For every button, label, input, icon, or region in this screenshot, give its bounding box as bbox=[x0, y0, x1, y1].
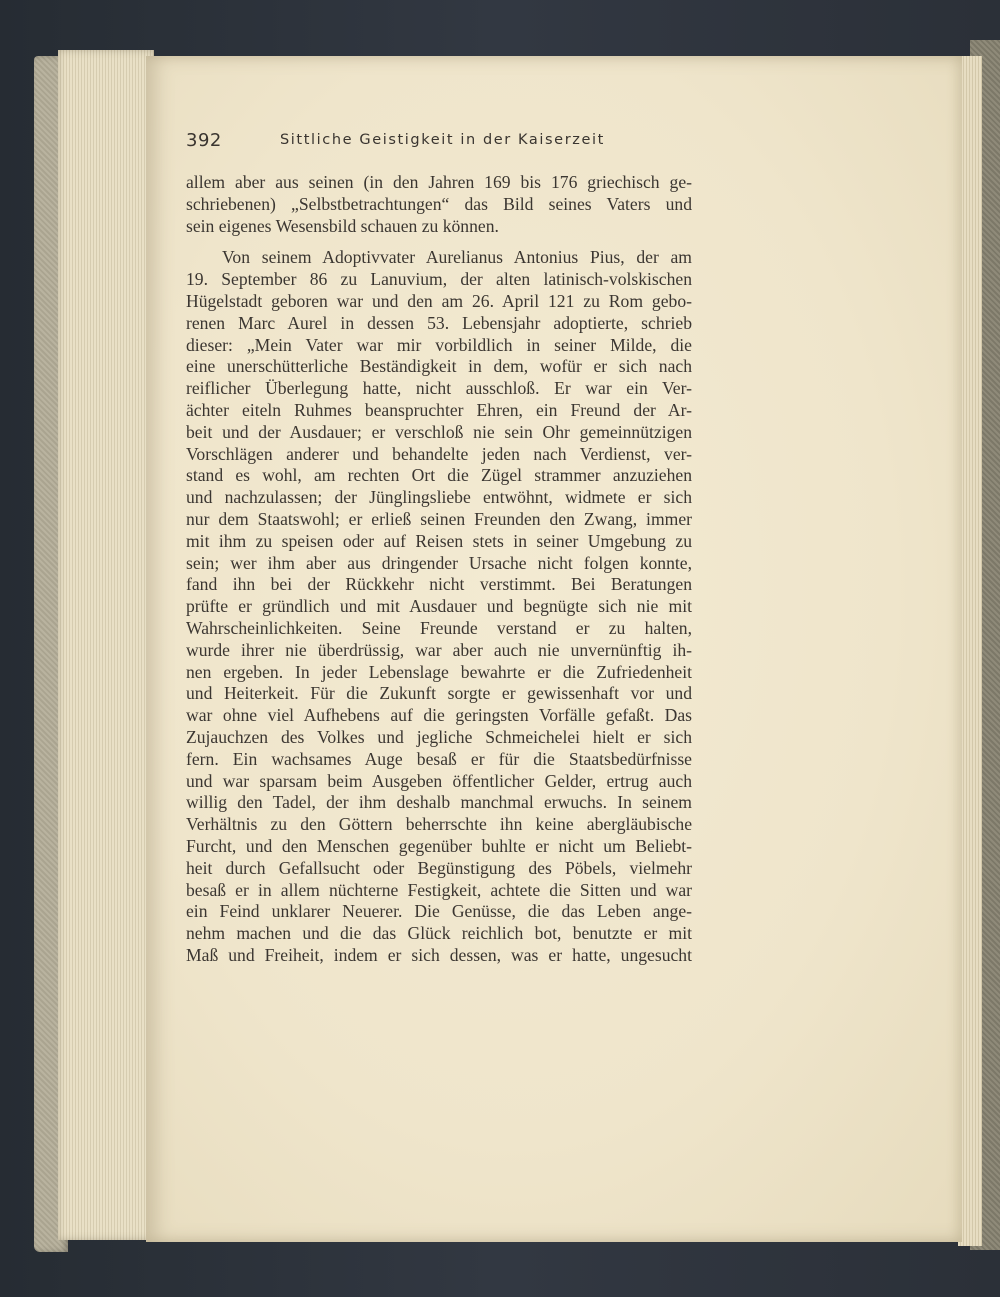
text-line: Wahrscheinlichkeiten. Seine Freunde verstand er zu halten, bbox=[186, 617, 692, 638]
page-header bbox=[186, 130, 696, 160]
text-line: und war sparsam beim Ausgeben öffentlicher Gelder, ertrug auch bbox=[186, 770, 692, 791]
text-line: beit und der Ausdauer; er verschloß nie sein Ohr gemeinnützigen bbox=[186, 421, 692, 442]
paragraph-2 bbox=[186, 247, 692, 966]
text-line: sein eigenes Wesensbild schauen zu können. bbox=[186, 215, 499, 236]
text-line: Zujauchzen des Volkes und jegliche Schmeichelei hielt er sich bbox=[186, 726, 692, 747]
text-line: renen Marc Aurel in dessen 53. Lebensjahr adoptierte, schrieb bbox=[186, 312, 692, 333]
text-line: und Heiterkeit. Für die Zukunft sorgte er gewissenhaft vor und bbox=[186, 683, 692, 704]
text-line: fern. Ein wachsames Auge besaß er für die Staatsbedürfnisse bbox=[186, 748, 692, 769]
text-line: Vorschlägen anderer und behandelte jeden nach Verdienst, ver- bbox=[186, 443, 692, 464]
text-line: nur dem Staatswohl; er erließ seinen Freunden den Zwang, immer bbox=[186, 508, 692, 529]
running-title: Sittliche Geistigkeit in der Kaiserzeit bbox=[280, 132, 605, 148]
text-line: mit ihm zu speisen oder auf Reisen stets in seiner Umgebung zu bbox=[186, 530, 692, 551]
text-line: nen ergeben. In jeder Lebenslage bewahrte er die Zufriedenheit bbox=[186, 661, 692, 682]
text-line: Von seinem Adoptivvater Aurelianus Antonius Pius, der am bbox=[222, 247, 692, 268]
text-line: schriebenen) „Selbstbetrachtungen“ das Bild seines Vaters und bbox=[186, 193, 692, 214]
paragraph-1 bbox=[186, 172, 692, 237]
text-line: willig den Tadel, der ihm deshalb manchmal erwuchs. In seinem bbox=[186, 792, 692, 813]
text-line: Hügelstadt geboren war und den am 26. April 121 zu Rom gebo- bbox=[186, 290, 692, 311]
text-line: dieser: „Mein Vater war mir vorbildlich in seiner Milde, die bbox=[186, 334, 692, 355]
text-line: ächter eiteln Ruhmes beanspruchter Ehren, ein Freund der Ar- bbox=[186, 399, 692, 420]
text-line: wurde ihrer nie überdrüssig, war aber auch nie unvernünftig ih- bbox=[186, 639, 692, 660]
text-line: sein; wer ihm aber aus dringender Ursache nicht folgen konnte, bbox=[186, 552, 692, 573]
text-line: Verhältnis zu den Göttern beherrschte ihn keine abergläubische bbox=[186, 814, 692, 835]
text-line: stand es wohl, am rechten Ort die Zügel strammer anzuziehen bbox=[186, 465, 692, 486]
text-line: heit durch Gefallsucht oder Begünstigung des Pöbels, vielmehr bbox=[186, 857, 692, 878]
text-line: eine unerschütterliche Beständigkeit in dem, wofür er sich nach bbox=[186, 356, 692, 377]
text-line: ein Feind unklarer Neuerer. Die Genüsse, die das Leben ange- bbox=[186, 901, 692, 922]
page-number: 392 bbox=[186, 130, 222, 151]
text-line: fand ihn bei der Rückkehr nicht verstimmt. Bei Beratungen bbox=[186, 574, 692, 595]
text-line: allem aber aus seinen (in den Jahren 169 bis 176 griechisch ge- bbox=[186, 172, 692, 192]
text-line: reiflicher Überlegung hatte, nicht ausschloß. Er war ein Ver- bbox=[186, 378, 692, 399]
text-line: 19. September 86 zu Lanuvium, der alten latinisch-volskischen bbox=[186, 269, 692, 290]
text-line: und nachzulassen; der Jünglingsliebe entwöhnt, widmete er sich bbox=[186, 487, 692, 508]
text-line: nehm machen und die das Glück reichlich bot, benutzte er mit bbox=[186, 923, 692, 944]
paragraph-gap bbox=[186, 237, 692, 247]
body-text bbox=[186, 172, 692, 967]
text-line: war ohne viel Aufhebens auf die geringsten Vorfälle gefaßt. Das bbox=[186, 705, 692, 726]
text-line: Furcht, und den Menschen gegenüber buhlte er nicht um Beliebt- bbox=[186, 835, 692, 856]
text-line: prüfte er gründlich und mit Ausdauer und begnügte sich nie mit bbox=[186, 596, 692, 617]
text-line: Maß und Freiheit, indem er sich dessen, was er hatte, ungesucht bbox=[186, 944, 692, 965]
text-line: besaß er in allem nüchterne Festigkeit, achtete die Sitten und war bbox=[186, 879, 692, 900]
page-edges-left bbox=[58, 50, 154, 1240]
